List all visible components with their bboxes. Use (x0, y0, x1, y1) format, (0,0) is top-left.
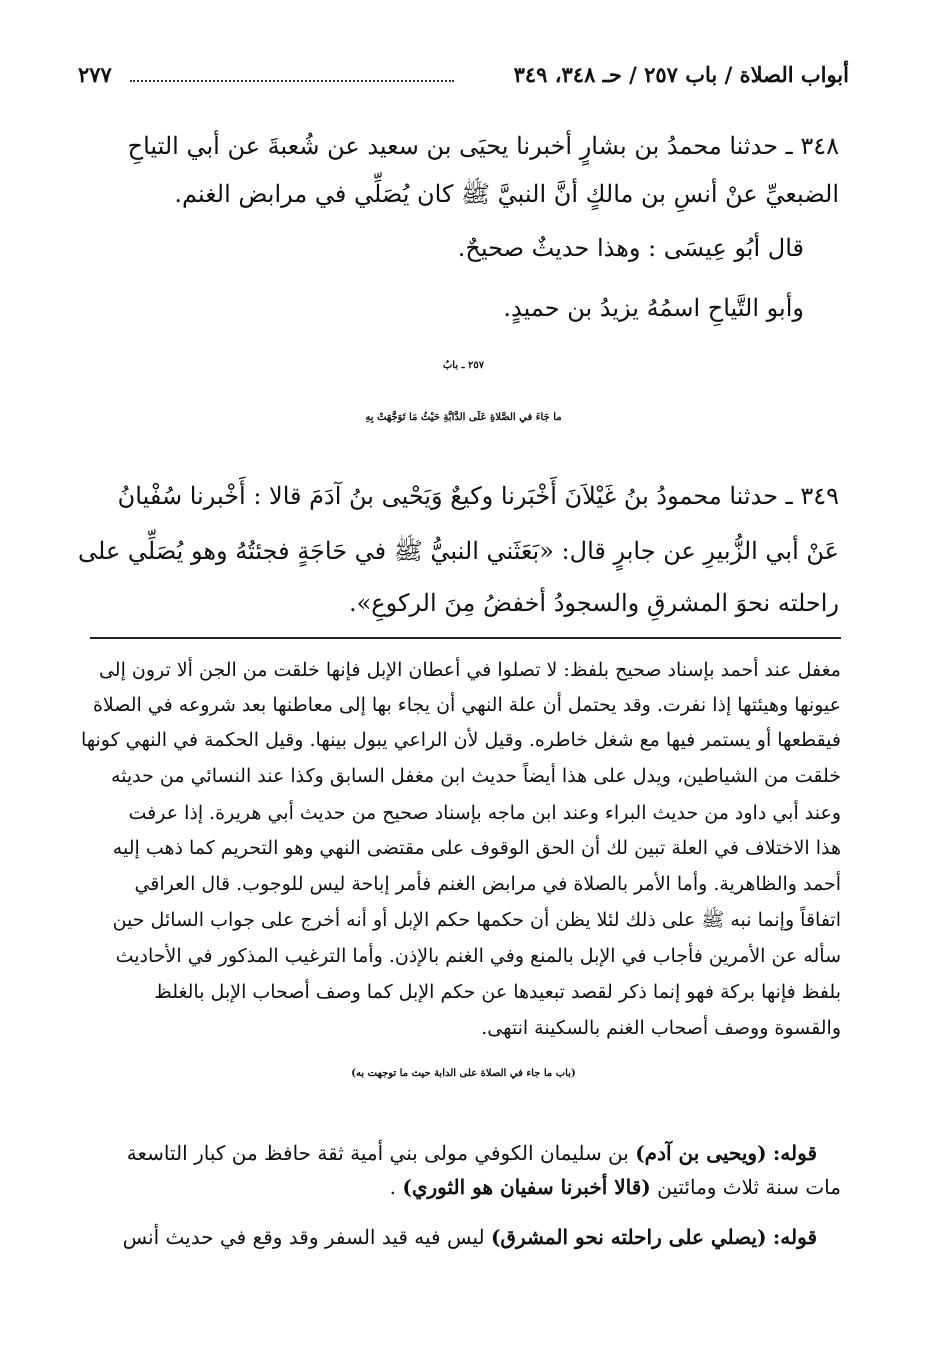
qawl-period: . (389, 1175, 396, 1199)
running-header (78, 62, 849, 98)
chapter-number: ٢٥٧ ـ بابُ (442, 360, 485, 371)
commentary-heading: (باب ما جاء في الصلاة على الدابة حيث ما توجهت به) (351, 1068, 576, 1079)
footnote-line-2: عيونها وهيئتها إذا نفرت. وقد يحتمل أن علة النهي أن يجاء بها إلى معاطنها بعد شروعه في الصلاة (92, 694, 841, 716)
footnote-line-1: مغفل عند أحمد بإسناد صحيح بلفظ: لا تصلوا في أعطان الإبل فإنها خلقت من الجن ألا ترون إلى (98, 659, 841, 681)
footnote-divider (90, 637, 841, 639)
running-title: أبواب الصلاة / باب ٢٥٧ / حـ ٣٤٨، ٣٤٩ (513, 62, 849, 87)
hadith-348-comment-1: قال أبُو عِيسَى : وهذا حديثٌ صحيحٌ. (457, 234, 804, 262)
footnote-line-6: هذا الاختلاف في العلة تبين لك أن الحق الوقوف على مقتضى النهي وهو التحريم كما ذهب إليه (112, 837, 841, 859)
chapter-title: ما جَاءَ في الصَّلاةِ عَلَى الدَّابَّةِ حَيْثُ مَا تَوَجَّهَتْ بِهِ (365, 412, 562, 423)
footnote-line-7: أحمد والظاهرية. وأما الأمر بالصلاة في مرابض الغنم فأمر إباحة ليس للوجوب. قال العراقي (134, 873, 841, 895)
qawl-explanation: ليس فيه قيد السفر وقد وقع في حديث أنس (122, 1225, 485, 1249)
footnote-line-11: والقسوة ووصف أصحاب الغنم بالسكينة انتهى. (481, 1017, 841, 1039)
hadith-349-line-2: عَنْ أبي الزُّبيرِ عن جابرٍ قال: «بَعَثَني النبيُّ ﷺ في حَاجَةٍ فجئتُهُ وهو يُصَلِّي على (78, 537, 839, 565)
footnote-line-5: وعند أبي داود من حديث البراء وعند ابن ماجه بإسناد صحيح من حديث أبي هريرة. إذا عرفت (128, 802, 841, 824)
hadith-349-line-3: راحلته نحوَ المشرقِ والسجودُ أخفضُ مِنَ الركوعِ». (348, 589, 839, 617)
qawl-label: قوله: (772, 1141, 817, 1165)
qawl-explanation: مات سنة ثلاث ومائتين (657, 1175, 841, 1199)
footnote-line-10: بلفظ فإنها بركة فهو إنما ذكر لقصد تبعيدها عن حكم الإبل كما وصف أصحاب الإبل بالغلظ (154, 981, 841, 1003)
footnote-line-8: اتفاقاً وإنما نبه ﷺ على ذلك لئلا يظن أن حكمها حكم الإبل أو أنه أخرج على جواب السائل حين (112, 909, 841, 931)
commentary-qawl-1-line-1 (127, 1138, 817, 1168)
qawl-label: قوله: (772, 1225, 817, 1249)
qawl-quoted-text: (ويحيى بن آدم) (635, 1141, 767, 1165)
page-number: ٢٧٧ (78, 62, 112, 87)
qawl-quoted-text: (قالا أخبرنا سفيان هو الثوري) (402, 1175, 651, 1199)
commentary-qawl-1-line-2 (390, 1172, 841, 1202)
footnote-line-3: فيقطعها أو يستمر فيها مع شغل خاطره. وقيل لأن الراعي يبول بينها. وقيل الحكمة في النهي كونها (80, 729, 841, 751)
dotted-leader (130, 80, 454, 82)
qawl-explanation: بن سليمان الكوفي مولى بني أمية ثقة حافظ من كبار التاسعة (126, 1141, 629, 1165)
hadith-348-comment-2: وأبو التَّياحِ اسمُهُ يزيدُ بن حميدٍ. (503, 294, 804, 322)
footnote-line-9: سأله عن الأمرين فأجاب في الإبل بالمنع وفي الغنم بالإذن. وأما الترغيب المذكور في الأحاديث (115, 945, 841, 967)
footnote-line-4: خلقت من الشياطين، ويدل على هذا أيضاً حديث ابن مغفل السابق وكذا عند النسائي من حديثه (110, 765, 841, 787)
qawl-quoted-text: (يصلي على راحلته نحو المشرق) (490, 1225, 767, 1249)
hadith-348-line-2: الضبعيِّ عنْ أنسِ بن مالكٍ أنَّ النبيَّ ﷺ كان يُصَلِّي في مرابض الغنم. (174, 180, 839, 208)
commentary-qawl-2-line-1 (123, 1222, 817, 1252)
hadith-348-line-1: ٣٤٨ ـ حدثنا محمدُ بن بشارٍ أخبرنا يحيَى بن سعيد عن شُعبةَ عن أبي التياحِ (127, 132, 839, 160)
hadith-349-line-1: ٣٤٩ ـ حدثنا محمودُ بنُ غَيْلاَنَ أَخْبَرنا وكيعٌ وَيَحْيى بنُ آدَمَ قالا : أَخْبرنا سُفْيانُ (117, 482, 839, 510)
